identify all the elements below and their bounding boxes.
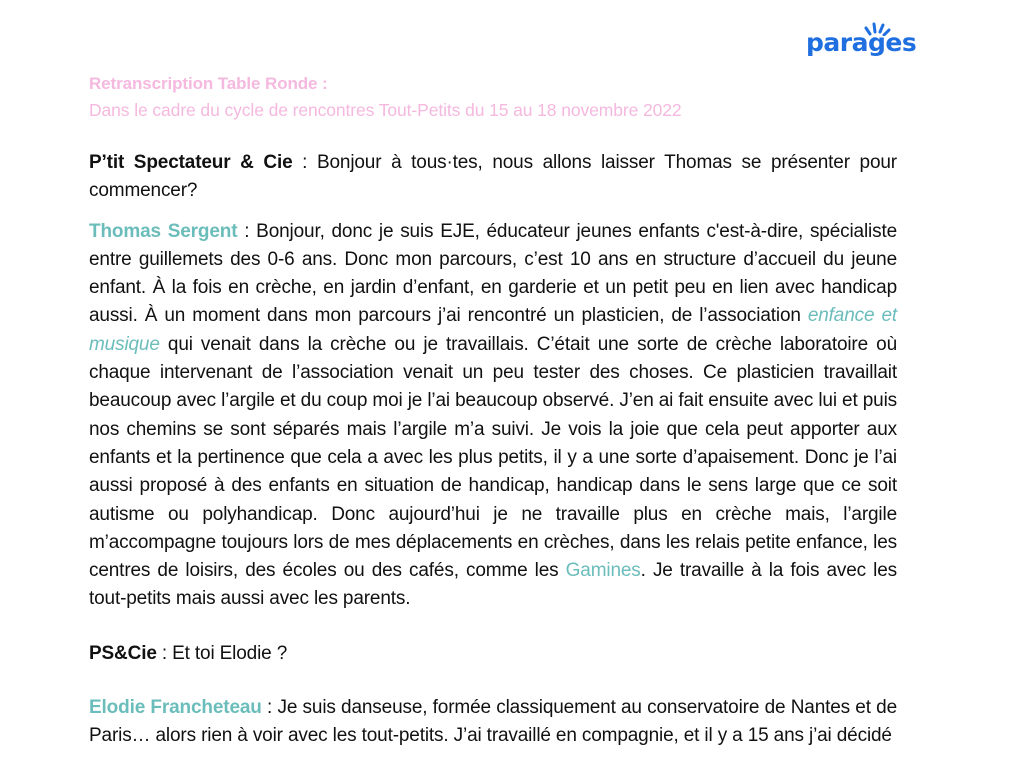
document-body: [89, 71, 897, 751]
paragraph-text: : Bonjour à tous·tes, nous allons laisser Thomas se présenter pour commencer?: [89, 152, 897, 202]
paragraph-text: qui venait dans la crèche ou je travaillais. C’était une sorte de crèche laboratoire où chaque intervenant de l’association venait un peu tester des choses. Ce plasticien travaillait beaucoup avec l’argile et du coup moi je l’ai beaucoup observé. J’en ai fait ensuite avec lui et puis nos chemins se sont séparés mais l’argile m’a suivi. Je vois la joie que cela peut apporter aux enfants et la pertinence que cela a avec les plus petits, il y a une sorte d’apaisement. Donc je l’ai aussi proposé à des enfants en situation de handicap, handicap dans le sens large que ce soit autisme ou polyhandicap. Donc aujourd’hui je ne travaille plus en crèche mais, l’argile m’accompagne toujours lors de mes déplacements en crèches, dans les relais petite enfance, les centres de loisirs, des écoles ou des cafés, comme les: [89, 333, 897, 582]
enfance-et-musique-link[interactable]: enfance et musique: [89, 305, 897, 355]
paragraph-1: [89, 149, 897, 206]
speaker-name: P’tit Spectateur & Cie: [89, 152, 293, 173]
paragraph-4: [89, 694, 897, 751]
gamines-link[interactable]: Gamines: [565, 560, 641, 582]
logo-text: parages: [806, 28, 917, 57]
document-subtitle: Dans le cadre du cycle de rencontres Tout-Petits du 15 au 18 novembre 2022: [89, 100, 682, 120]
paragraph-2: [89, 218, 897, 614]
parages-logo: [806, 20, 922, 72]
speaker-name: Thomas Sergent: [89, 220, 238, 242]
paragraph-text: : Je suis danseuse, formée classiquement au conservatoire de Nantes et de Paris… alors rien à voir avec les tout-petits. J’ai travaillé en compagnie, et il y a 15 ans j’ai décidé: [89, 697, 897, 747]
paragraph-3: [89, 640, 897, 668]
document-title: Retranscription Table Ronde :: [89, 74, 328, 93]
paragraph-text: : Et toi Elodie ?: [156, 642, 288, 664]
speaker-name: Elodie Francheteau: [89, 697, 262, 719]
paragraph-text: : Bonjour, donc je suis EJE, éducateur jeunes enfants c'est-à-dire, spécialiste entre guillemets des 0-6 ans. Donc mon parcours, c’est 10 ans en structure d’accueil du jeune enfant. À la fois en crèche, en jardin d’enfant, en garderie et un petit peu en lien avec handicap aussi. À un moment dans mon parcours j’ai rencontré un plasticien, de l’association: [89, 220, 898, 327]
paragraph-text: . Je travaille à la fois avec les tout-petits mais aussi avec les parents.: [89, 560, 897, 610]
speaker-name: PS&Cie: [89, 642, 157, 664]
